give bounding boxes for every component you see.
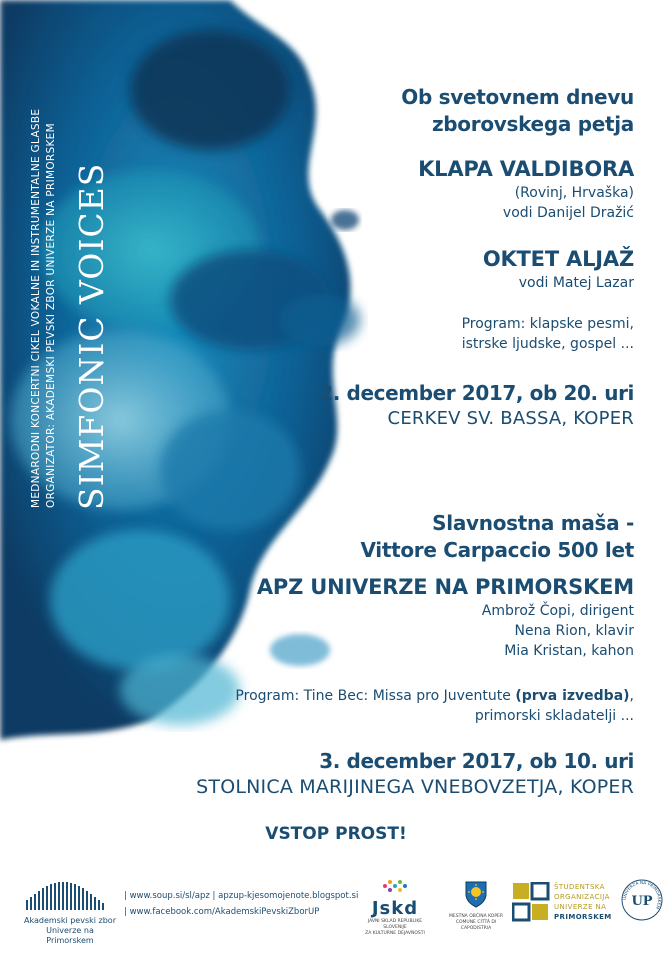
event2-program-line2: primorski skladatelji ... <box>474 708 634 724</box>
free-entry-notice: VSTOP PROST! <box>265 824 407 844</box>
program-suffix: , <box>629 688 634 704</box>
soup-logo <box>512 882 630 926</box>
university-seal-icon <box>620 878 664 922</box>
choir2-name: OKTET ALJAŽ <box>482 247 634 271</box>
event1-heading <box>401 84 634 138</box>
soup-line2: ORGANIZACIJA <box>554 893 610 901</box>
koper-crest-logo <box>448 880 504 932</box>
event2-venue: STOLNICA MARIJINEGA VNEBOVZETJA, KOPER <box>196 776 634 798</box>
apz-name-line1: Akademski pevski zbor <box>24 916 116 925</box>
apz-logo <box>22 880 118 946</box>
soup-line4-bold: PRIMORSKEM <box>554 913 612 921</box>
footer-links-row2: | www.facebook.com/AkademskiPevskiZborUP <box>124 907 320 917</box>
event2-date: 3. december 2017, ob 10. uri <box>319 749 634 773</box>
event1-date: 2. december 2017, ob 20. uri <box>319 381 634 405</box>
seal-ring-text: UNIVERZA NA PRIMORSKEM <box>621 879 663 910</box>
footer-links <box>124 888 358 920</box>
performer-piano: Nena Rion, klavir <box>514 623 634 639</box>
event1-choir2 <box>483 246 634 293</box>
event1-choir1 <box>418 156 634 223</box>
cycle-description: MEDNARODNI KONCERTNI CIKEL VOKALNE IN INSTRUMENTALNE GLASBE <box>30 108 42 508</box>
event2-heading-line1: Slavnostna maša - <box>432 511 634 535</box>
program-premiere: (prva izvedba) <box>515 688 630 704</box>
jskd-line1: JAVNI SKLAD REPUBLIKE SLOVENIJE <box>367 919 423 930</box>
performer-cajon: Mia Kristan, kahon <box>504 643 634 659</box>
footer-links-row1: | www.soup.si/sl/apz | apzup-kjesomojenote.blogspot.si <box>124 891 359 901</box>
event1-when-where <box>319 380 634 431</box>
event1-venue: CERKEV SV. BASSA, KOPER <box>387 408 634 429</box>
event2-heading-line2: Vittore Carpaccio 500 let <box>360 538 634 562</box>
event1-program-line2: istrske ljudske, gospel ... <box>461 336 634 352</box>
crest-line1: MESTNA OBČINA KOPER <box>448 914 504 919</box>
event2-heading <box>360 510 634 564</box>
apz-name-line2: Univerze na Primorskem <box>46 926 94 945</box>
event2-performers <box>257 574 634 661</box>
sound-bars-icon <box>22 880 118 910</box>
event2-choir: APZ UNIVERZE NA PRIMORSKEM <box>256 575 634 599</box>
choir1-leader: vodi Danijel Dražić <box>502 205 634 221</box>
jskd-dots-icon <box>382 878 408 894</box>
performer-conductor: Ambrož Čopi, dirigent <box>481 603 634 619</box>
event1-program <box>462 314 634 354</box>
choir1-origin: (Rovinj, Hrvaška) <box>514 185 634 201</box>
event2-program <box>235 686 634 726</box>
soup-line4 <box>554 912 612 922</box>
event1-heading-line2: zborovskega petja <box>431 112 634 136</box>
event1-heading-line1: Ob svetovnem dnevu <box>401 85 634 109</box>
jskd-logo <box>360 878 430 937</box>
coat-of-arms-icon <box>464 880 488 908</box>
choir2-leader: vodi Matej Lazar <box>518 275 634 291</box>
link-blog[interactable]: apzup-kjesomojenote.blogspot.si <box>218 891 359 901</box>
program-prefix: Program: Tine Bec: Missa pro Juventute <box>235 688 516 704</box>
organizer-line: ORGANIZATOR: AKADEMSKI PEVSKI ZBOR UNIVERZE NA PRIMORSKEM <box>45 123 57 508</box>
footer <box>0 862 672 960</box>
series-title: SIMFONIC VOICES <box>72 162 111 510</box>
jskd-line2: ZA KULTURNE DEJAVNOSTI <box>365 931 425 936</box>
soup-line1: ŠTUDENTSKA <box>554 883 605 891</box>
event2-program-line1 <box>235 686 634 706</box>
vertical-title-block <box>0 0 120 560</box>
jskd-wordmark: Jskd <box>371 898 419 919</box>
soup-mark-icon <box>512 882 550 922</box>
link-facebook[interactable]: www.facebook.com/AkademskiPevskiZborUP <box>129 907 320 917</box>
apz-name <box>22 916 118 946</box>
link-soup[interactable]: www.soup.si/sl/apz <box>129 891 210 901</box>
crest-line2: COMUNE CITTÀ DI CAPODISTRIA <box>455 920 497 931</box>
seal-letters: UP <box>631 894 653 909</box>
soup-text <box>554 882 612 922</box>
choir1-name: KLAPA VALDIBORA <box>418 157 634 181</box>
soup-line3: UNIVERZE NA <box>554 903 607 911</box>
event2-when-where <box>196 748 634 800</box>
event1-program-line1: Program: klapske pesmi, <box>461 316 634 332</box>
